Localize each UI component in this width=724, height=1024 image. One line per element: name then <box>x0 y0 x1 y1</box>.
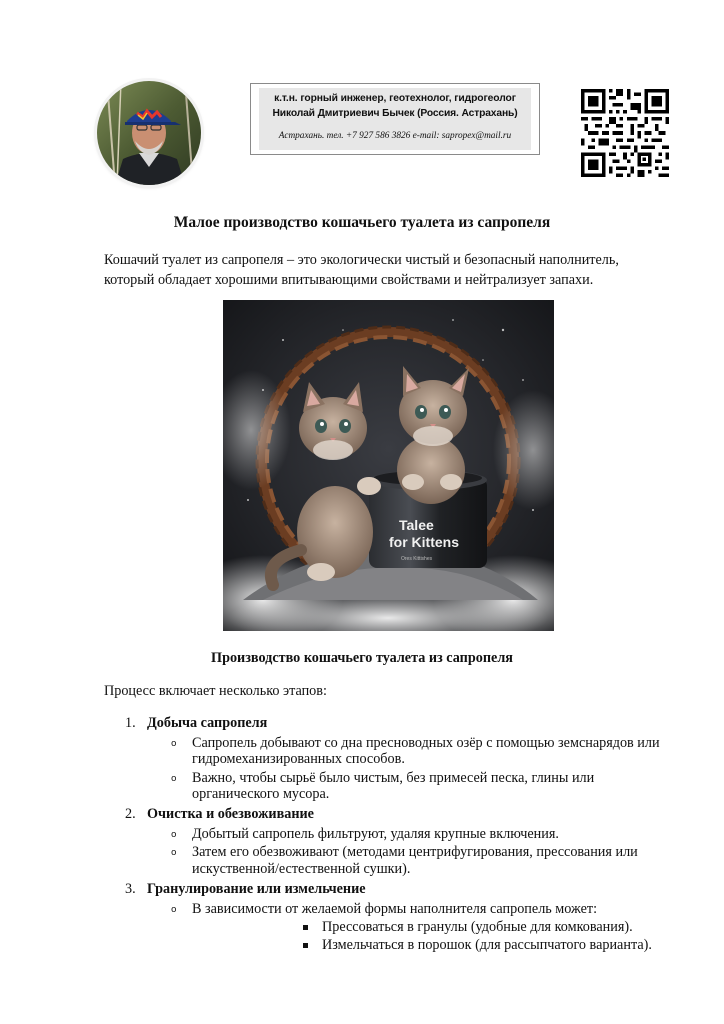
step-title: Добыча сапропеля <box>147 715 268 731</box>
image-caption: Производство кошачьего туалета из сапропеля <box>211 650 513 666</box>
intro-paragraph: Кошачий туалет из сапропеля – это экологически чистый и безопасный наполнитель, который обладает хорошими впитывающими свойствами и нейтрализует запахи. <box>104 252 619 288</box>
author-credentials: к.т.н. горный инженер, геотехнолог, гидрогеолог <box>274 93 516 104</box>
list-item-text: Добытый сапропель фильтруют, удаляя крупные включения. <box>192 826 559 843</box>
can-label-line2: for Kittens <box>389 534 459 550</box>
step-title: Гранулирование или измельчение <box>147 880 366 897</box>
circle-bullet-icon: o <box>171 905 177 916</box>
circle-bullet-icon: o <box>171 773 177 784</box>
circle-bullet-icon: o <box>171 830 177 841</box>
author-contact-card <box>250 83 540 155</box>
step-3 <box>104 881 669 954</box>
list-item-text: Важно, чтобы сырьё было чистым, без примесей песка, глины или органического мусора. <box>192 769 595 802</box>
step-3-items <box>104 901 669 954</box>
sub-list-item <box>192 919 669 935</box>
step-title: Очистка и обезвоживание <box>147 806 314 823</box>
circle-bullet-icon: o <box>171 848 177 859</box>
list-item <box>104 735 669 767</box>
list-item <box>104 770 669 802</box>
square-bullet-icon <box>303 925 308 930</box>
author-name: Николай Дмитриевич Бычек (Россия. Астрахань) <box>272 108 518 119</box>
step-number: 1. <box>125 715 136 731</box>
list-item <box>104 901 669 954</box>
sub-list-item <box>192 937 669 953</box>
list-item-text: Сапропель добывают со дна пресноводных озёр с помощью земснарядов или гидромеханизированных способов. <box>192 735 660 768</box>
can-label-small: Ores Kittishes <box>401 556 433 562</box>
kittens-photo-graphic <box>223 300 554 631</box>
list-item-text: Затем его обезвоживают (методами центрифугирования, прессования или искуственной/естественной сушки). <box>192 844 638 877</box>
process-steps <box>104 715 669 958</box>
list-item-text: В зависимости от желаемой формы наполнителя сапропель может: <box>192 901 598 918</box>
contact-card-background <box>259 88 531 150</box>
sub-list-item-text: Прессоваться в гранулы (удобные для комкования). <box>322 919 633 936</box>
author-portrait <box>97 81 201 185</box>
step-number: 3. <box>125 880 136 897</box>
step-number: 2. <box>125 806 136 823</box>
list-item <box>104 826 669 842</box>
author-contacts: Астрахань. тел. +7 927 586 3826 e-mail: sapropex@mail.ru <box>278 131 512 141</box>
step-3-subitems <box>192 919 669 953</box>
process-lead: Процесс включает несколько этапов: <box>104 683 327 699</box>
step-1 <box>104 715 669 802</box>
document-title: Малое производство кошачьего туалета из сапропеля <box>173 214 551 231</box>
can-label-line1: Talee <box>399 517 434 533</box>
step-2-items <box>104 826 669 877</box>
step-1-items <box>104 735 669 802</box>
kittens-illustration <box>223 300 554 631</box>
qr-code-icon <box>581 89 669 177</box>
qr-code-graphic <box>581 89 669 177</box>
author-avatar <box>97 81 201 185</box>
circle-bullet-icon: o <box>171 739 177 750</box>
sub-list-item-text: Измельчаться в порошок (для рассыпчатого варианта). <box>322 937 652 954</box>
list-item <box>104 844 669 876</box>
square-bullet-icon <box>303 943 308 948</box>
step-2 <box>104 806 669 877</box>
